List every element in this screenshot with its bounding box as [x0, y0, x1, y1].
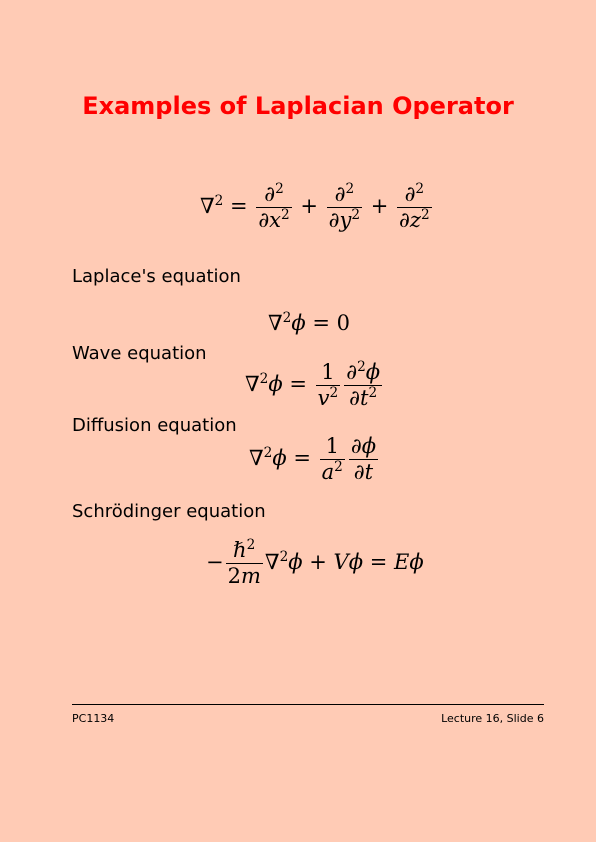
wave-equation: ∇$^2$ϕ = $\frac{1}{v^2}$ $\frac{\partial^2\phi}{\partial t^2}$ — [245, 358, 381, 411]
wave-equation-label: Wave equation — [72, 343, 207, 364]
schrodinger-equation: − $\frac{\hbar^2}{2m}$ ∇$^2$ϕ + Vϕ = Eϕ — [206, 536, 424, 589]
slide-number: Lecture 16, Slide 6 — [441, 712, 544, 725]
laplacian-definition-equation: ∇$^2$ = $\frac{\partial^2}{\partial x^2}$ + $\frac{\partial^2}{\partial y^2}$ + $\frac{\partial^2}{\partial z^2}$ — [200, 180, 430, 233]
footer-rule — [72, 704, 544, 705]
course-code: PC1134 — [72, 712, 115, 725]
diffusion-equation-label: Diffusion equation — [72, 415, 237, 436]
diffusion-equation: ∇$^2$ϕ = $\frac{1}{a^2}$ $\frac{\partial\phi}{\partial t}$ — [249, 434, 377, 485]
laplace-equation: ∇$^2$ϕ = 0 — [268, 309, 350, 335]
slide-title: Examples of Laplacian Operator — [82, 92, 514, 120]
schrodinger-equation-label: Schrödinger equation — [72, 501, 266, 522]
laplace-equation-label: Laplace's equation — [72, 266, 241, 287]
